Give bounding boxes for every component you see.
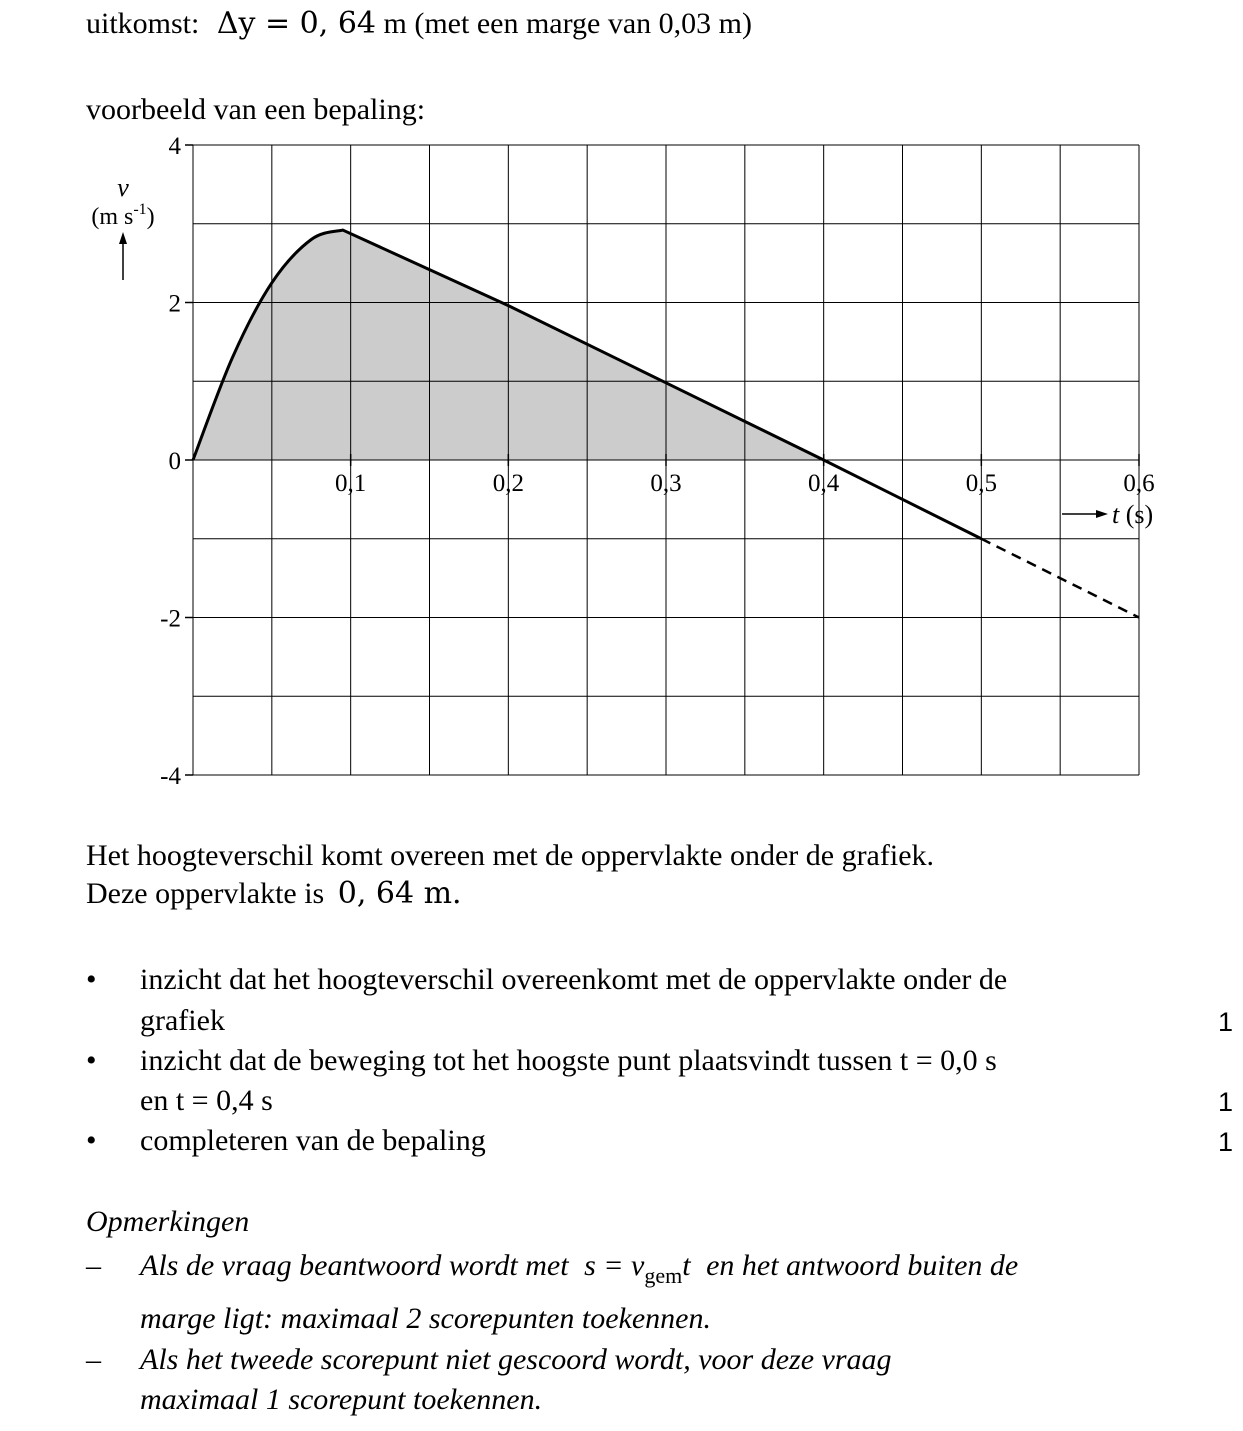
y-axis-label-unit bbox=[91, 201, 154, 230]
remark-1-formula-main: s = v bbox=[584, 1249, 645, 1282]
explanation-text: Deze oppervlakte is bbox=[86, 877, 325, 910]
example-label: voorbeeld van een bepaling: bbox=[86, 93, 426, 126]
remarks-title: Opmerkingen bbox=[86, 1205, 250, 1238]
y-tick-label: 4 bbox=[168, 133, 181, 160]
dash-icon: – bbox=[86, 1343, 101, 1376]
x-tick-label: 0,1 bbox=[335, 470, 367, 497]
x-axis-label-var: t bbox=[1112, 500, 1126, 529]
criterion-1-points: 1 bbox=[1217, 1007, 1233, 1037]
result-line bbox=[86, 6, 752, 42]
remark-2-line-2: maximaal 1 scorepunt toekennen. bbox=[140, 1383, 543, 1416]
result-expression: Δy = 0, 64 bbox=[216, 6, 377, 41]
result-prefix: uitkomst: bbox=[86, 7, 200, 40]
y-axis-arrowhead-icon bbox=[119, 232, 127, 244]
x-axis-arrowhead-icon bbox=[1096, 510, 1108, 518]
remark-2-line-1: Als het tweede scorepunt niet gescoord wordt, voor deze vraag bbox=[140, 1343, 892, 1376]
bullet-icon: • bbox=[86, 1044, 97, 1077]
dash-icon: – bbox=[86, 1249, 101, 1282]
x-axis-label-unit: (s) bbox=[1125, 500, 1154, 529]
bullet-icon: • bbox=[86, 963, 97, 996]
y-tick-label: -2 bbox=[160, 605, 181, 633]
remark-1-line-1 bbox=[140, 1248, 1018, 1294]
y-tick-label: 2 bbox=[168, 290, 181, 318]
criterion-2-points: 1 bbox=[1217, 1087, 1233, 1117]
y-tick-label: -4 bbox=[160, 763, 181, 790]
y-axis-label-var: v bbox=[117, 173, 129, 202]
result-suffix: m (met een marge van 0,03 m) bbox=[383, 7, 753, 40]
remark-1-text-a: Als de vraag beantwoord wordt met bbox=[140, 1249, 569, 1282]
x-axis-label bbox=[1112, 500, 1153, 529]
remark-1-text-b: en het antwoord buiten de bbox=[706, 1249, 1019, 1282]
x-tick-label: 0,6 bbox=[1123, 470, 1155, 497]
remark-1-formula-sub: gem bbox=[644, 1263, 683, 1288]
x-tick-label: 0,4 bbox=[808, 470, 840, 497]
x-tick-label: 0,2 bbox=[492, 470, 524, 497]
x-tick-label: 0,3 bbox=[650, 470, 682, 497]
criterion-1-line-1: inzicht dat het hoogteverschil overeenkomt met de oppervlakte onder de bbox=[140, 963, 1008, 996]
explanation-line-2 bbox=[86, 876, 462, 912]
y-tick-label: 0 bbox=[168, 448, 181, 475]
criterion-2-line-2: en t = 0,4 s bbox=[140, 1084, 273, 1117]
bullet-icon: • bbox=[86, 1124, 97, 1157]
criterion-3-line-1: completeren van de bepaling bbox=[140, 1124, 486, 1157]
explanation-value: 0, 64 m. bbox=[337, 876, 462, 911]
criterion-3-points: 1 bbox=[1217, 1127, 1233, 1157]
criterion-1-line-2: grafiek bbox=[140, 1004, 225, 1037]
explanation-line-1: Het hoogteverschil komt overeen met de oppervlakte onder de grafiek. bbox=[86, 839, 935, 872]
y-axis-unit-exponent: -1 bbox=[133, 201, 147, 218]
remark-1-line-2: marge ligt: maximaal 2 scorepunten toekennen. bbox=[140, 1302, 711, 1335]
remark-1-formula bbox=[584, 1249, 691, 1288]
y-axis-unit-close: ) bbox=[146, 204, 155, 230]
y-axis-unit-base: (m s bbox=[91, 204, 134, 230]
criterion-2-line-1: inzicht dat de beweging tot het hoogste punt plaatsvindt tussen t = 0,0 s bbox=[140, 1044, 997, 1077]
x-tick-label: 0,5 bbox=[965, 470, 997, 497]
remark-1-formula-t: t bbox=[682, 1249, 691, 1282]
velocity-time-chart bbox=[0, 130, 1243, 930]
